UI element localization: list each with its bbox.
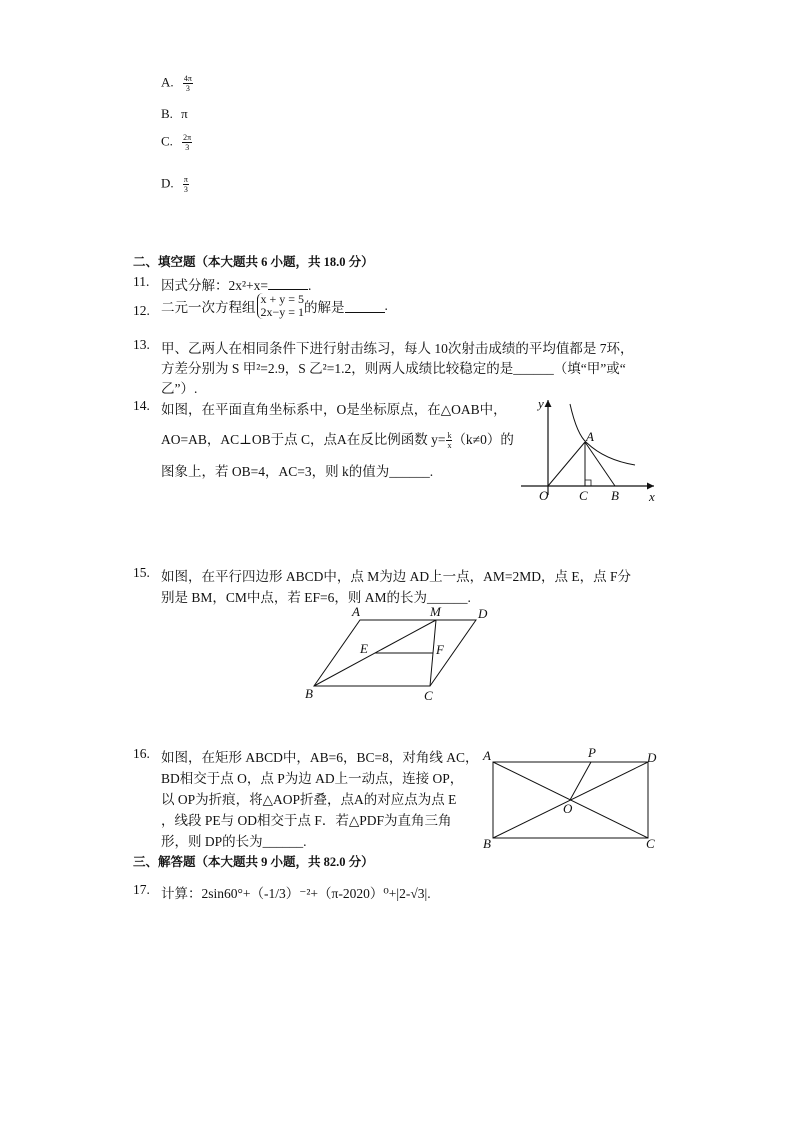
q12-text: 二元一次方程组 x + y = 5 2x−y = 1 的解是 . — [161, 292, 388, 319]
option-c-fraction: $\frac{2\pi}{3}$ — [183, 133, 192, 152]
q11-text: 因式分解：2x²+x= . — [161, 278, 312, 293]
q15-line1: 如图，在平行四边形 ABCD中，点 M为边 AD上一点，AM=2MD，点 E，点 F分 — [161, 569, 632, 584]
q16-line1: 如图，在矩形 ABCD中，AB=6，BC=8，对角线 AC， — [161, 750, 479, 765]
q14-number: 14. — [133, 398, 150, 413]
q12-blank[interactable] — [345, 300, 385, 313]
label-a: A — [352, 604, 360, 619]
option-d: D. $\frac{\pi}{3}$ — [161, 175, 188, 194]
q15-number: 15. — [133, 565, 150, 580]
hyperbola-curve — [570, 404, 635, 465]
label-p: P — [588, 745, 596, 760]
label-b: B — [305, 686, 313, 701]
label-d: D — [478, 606, 488, 621]
label-d: D — [647, 750, 657, 765]
q13-line3: 乙”）. — [161, 381, 198, 396]
q13-number: 13. — [133, 337, 150, 352]
figure-14-coordinate-graph — [515, 390, 665, 505]
segment-op — [570, 762, 591, 800]
option-b: B. π — [161, 106, 188, 121]
q17-text: 计算：2sin60°+（-1/3）⁻²+（π-2020）⁰+|2-√3|. — [161, 886, 431, 901]
option-d-fraction: $\frac{\pi}{3}$ — [183, 175, 188, 194]
q16-line3: 以 OP为折痕，将△AOP折叠，点A的对应点为点 E — [161, 792, 457, 807]
segment-ab — [585, 442, 615, 486]
q17-number: 17. — [133, 882, 150, 897]
option-a: A. $\frac{4\pi}{3}$ — [161, 74, 192, 93]
q14-line1: 如图，在平面直角坐标系中，O是坐标原点，在△OAB中， — [161, 402, 507, 417]
label-f: F — [436, 642, 444, 657]
label-e: E — [360, 641, 368, 656]
q13-line2: 方差分别为 S 甲²=2.9，S 乙²=1.2，则两人成绩比较稳定的是______（填“甲”或“ — [161, 361, 626, 376]
q11-blank[interactable] — [268, 277, 308, 290]
segment-oa — [548, 442, 585, 486]
q12-equation-system: x + y = 5 2x−y = 1 — [257, 293, 305, 319]
label-b: B — [611, 488, 619, 503]
q14-fraction: $\frac{k}{x}$ — [447, 431, 452, 451]
q15-line2: 别是 BM，CM中点，若 EF=6，则 AM的长为______. — [161, 590, 471, 605]
q16-number: 16. — [133, 746, 150, 761]
label-o: O — [563, 801, 573, 816]
q16-line2: BD相交于点 O，点 P为边 AD上一动点，连接 OP， — [161, 771, 464, 786]
label-o: O — [539, 488, 549, 503]
q16-line4: ，线段 PE与 OD相交于点 F．若△PDF为直角三角 — [161, 813, 452, 828]
option-a-fraction: $\frac{4\pi}{3}$ — [183, 74, 192, 93]
label-y: y — [538, 396, 544, 411]
section-3-title: 三、解答题（本大题共 9 小题，共 82.0 分） — [133, 855, 374, 869]
figure-15-parallelogram — [300, 602, 500, 704]
label-c: C — [646, 836, 655, 851]
label-a: A — [586, 429, 594, 444]
label-x: x — [649, 489, 655, 504]
label-c: C — [424, 688, 433, 703]
q14-line3: 图象上，若 OB=4，AC=3，则 k的值为______. — [161, 464, 434, 479]
option-c: C. $\frac{2\pi}{3}$ — [161, 133, 192, 152]
q13-line1: 甲、乙两人在相同条件下进行射击练习，每人 10次射击成绩的平均值都是 7环， — [161, 341, 634, 356]
right-angle-mark — [585, 480, 591, 486]
q11-number: 11. — [133, 274, 150, 289]
q14-line2: AO=AB，AC⊥OB于点 C，点A在反比例函数 y= $\frac{k}{x}$ （k≠0）的 — [161, 431, 514, 451]
q16-line5: 形，则 DP的长为______. — [161, 834, 307, 849]
figure-16-rectangle — [478, 742, 663, 852]
label-b: B — [483, 836, 491, 851]
label-a: A — [483, 748, 491, 763]
q12-number: 12. — [133, 303, 150, 318]
label-c: C — [579, 488, 588, 503]
label-m: M — [430, 604, 441, 619]
section-2-title: 二、填空题（本大题共 6 小题，共 18.0 分） — [133, 255, 374, 269]
